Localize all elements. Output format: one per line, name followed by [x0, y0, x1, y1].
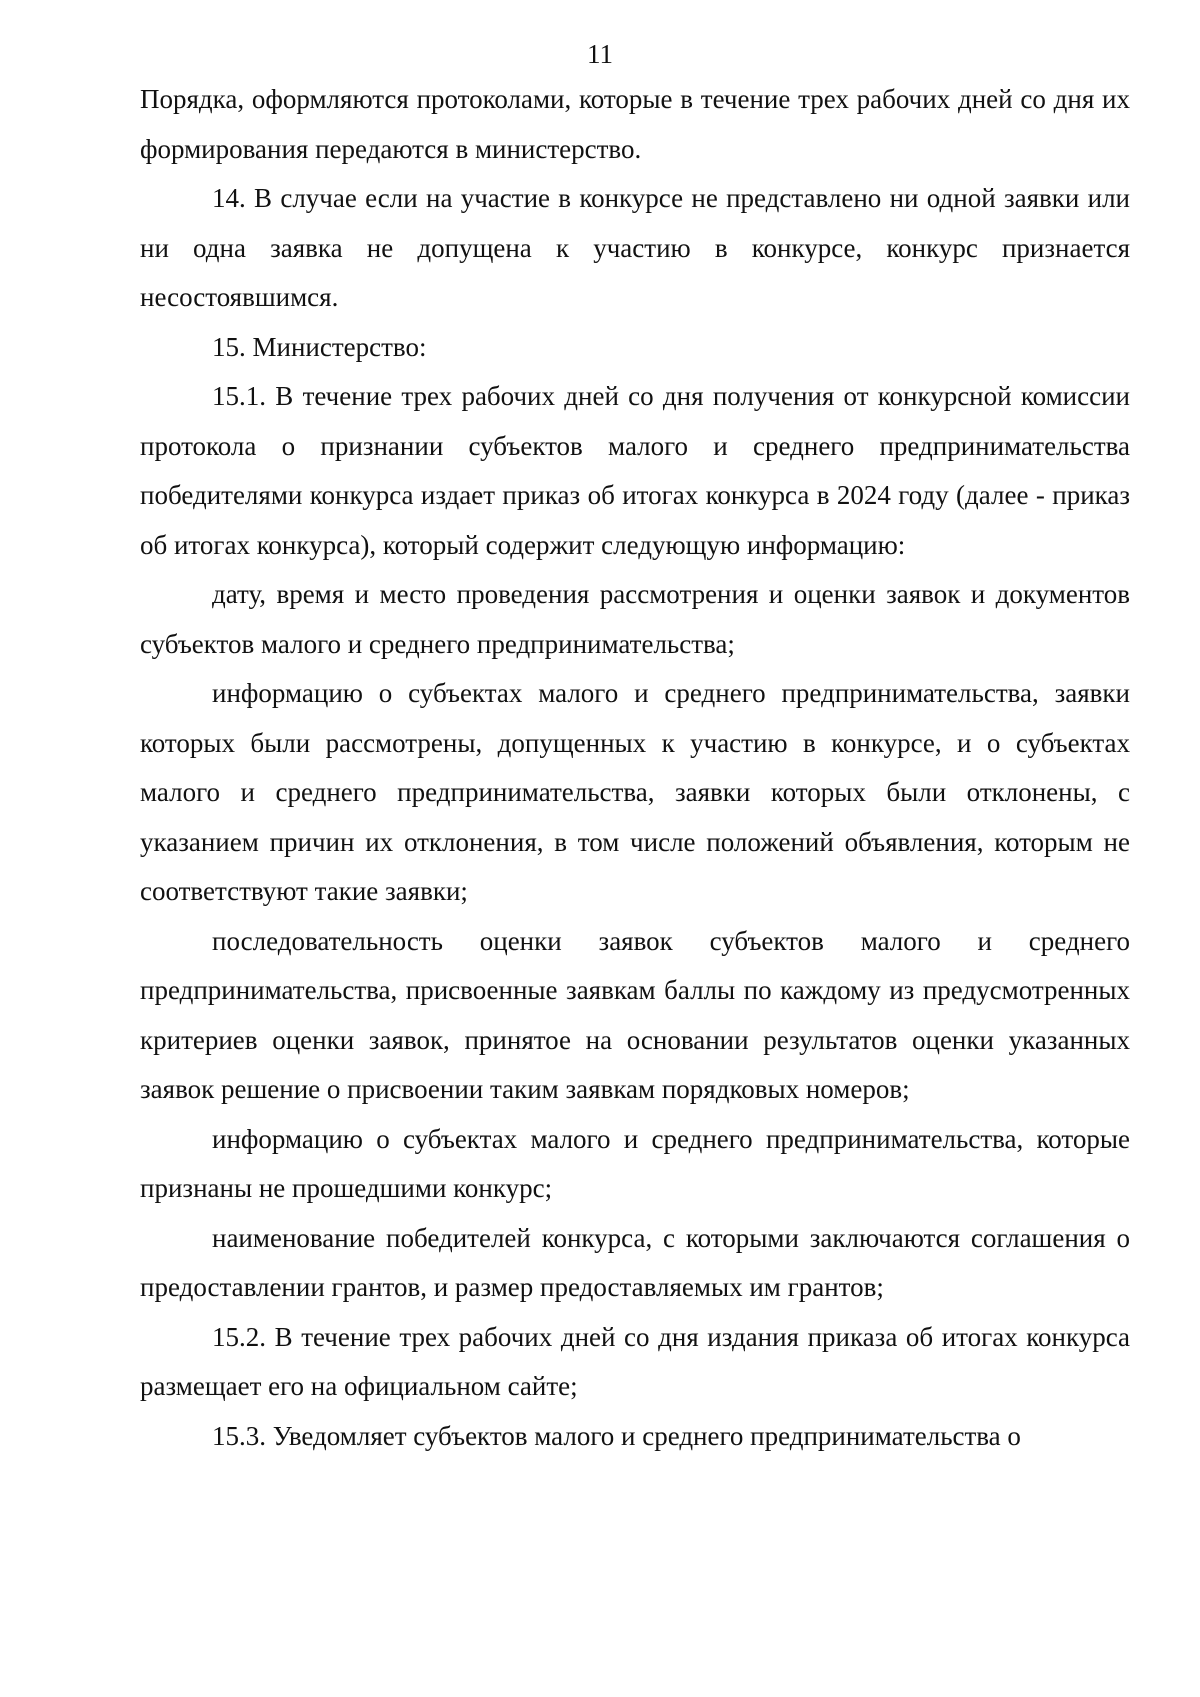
list-item-evaluation-sequence: последовательность оценки заявок субъектов малого и среднего предпринимательства, присвоенные заявкам баллы по каждому из предусмотренных критериев оценки заявок, принятое на основании результатов оценки указанных заявок решение о присвоении таким заявкам порядковых номеров; [140, 925, 1130, 1104]
paragraph-intro: Порядка, оформляются протоколами, которые в течение трех рабочих дней со дня их формирования передаются в министерство. [140, 84, 1130, 164]
paragraph-14: 14. В случае если на участие в конкурсе не представлено ни одной заявки или ни одна заявка не допущена к участию в конкурсе, конкурс признается несостоявшимся. [140, 183, 1130, 312]
paragraph-15-1: 15.1. В течение трех рабочих дней со дня получения от конкурсной комиссии протокола о признании субъектов малого и среднего предпринимательства победителями конкурса издает приказ об итогах конкурса в 2024 году (далее - приказ об итогах конкурса), который содержит следующую информацию: [140, 381, 1130, 560]
list-item-winners: наименование победителей конкурса, с которыми заключаются соглашения о предоставлении грантов, и размер предоставляемых им грантов; [140, 1222, 1130, 1302]
list-item-date-time-place: дату, время и место проведения рассмотрения и оценки заявок и документов субъектов малого и среднего предпринимательства; [140, 579, 1130, 659]
list-item-not-passed: информацию о субъектах малого и среднего предпринимательства, которые признаны не прошедшими конкурс; [140, 1123, 1130, 1203]
paragraph-15-3: 15.3. Уведомляет субъектов малого и среднего предпринимательства о [212, 1420, 1021, 1451]
page-number: 11 [587, 39, 613, 69]
list-item-admitted-rejected: информацию о субъектах малого и среднего предпринимательства, заявки которых были рассмотрены, допущенных к участию в конкурсе, и о субъектах малого и среднего предпринимательства, заявки которых были отклонены, с указанием причин их отклонения, в том числе положений объявления, которым не соответствуют такие заявки; [140, 678, 1130, 906]
paragraph-15: 15. Министерство: [212, 331, 427, 362]
document-body [140, 75, 1130, 1461]
paragraph-15-2: 15.2. В течение трех рабочих дней со дня издания приказа об итогах конкурса размещает его на официальном сайте; [140, 1321, 1130, 1401]
